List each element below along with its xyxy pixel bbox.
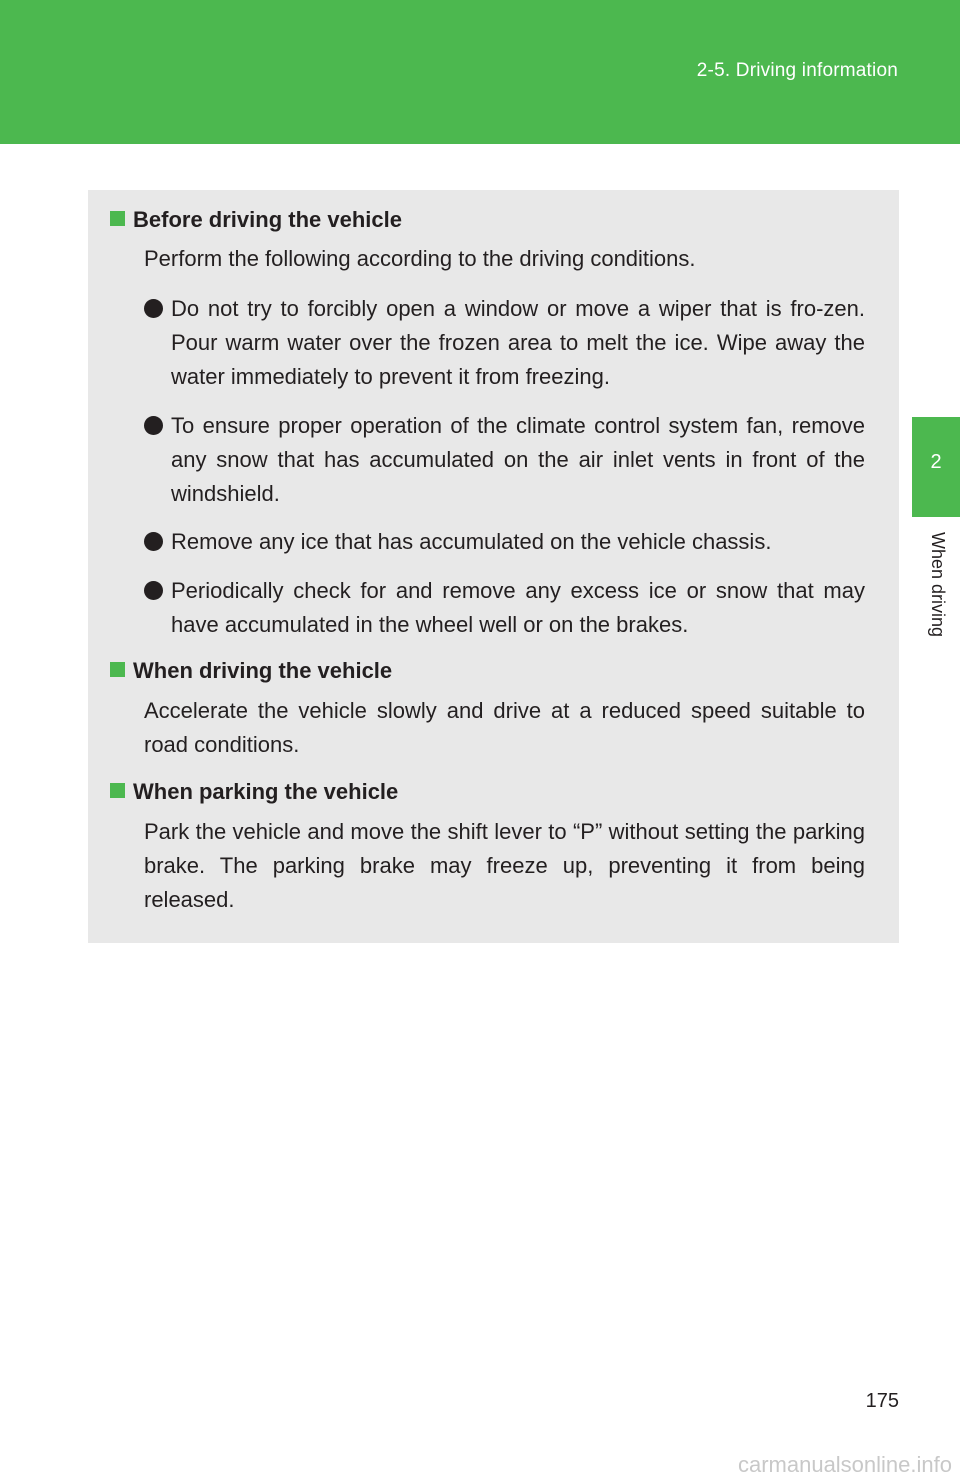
section-heading-before-driving: [110, 207, 402, 233]
chapter-tab: [912, 417, 960, 517]
section-heading-text: Before driving the vehicle: [133, 207, 402, 232]
section-body: Park the vehicle and move the shift lever to “P” without setting the parking brake. The parking brake may freeze up, preventing it from being released.: [144, 819, 865, 912]
bullet-dot-icon: [144, 581, 163, 600]
green-square-icon: [110, 662, 125, 677]
chapter-label-container: [920, 532, 950, 662]
green-square-icon: [110, 211, 125, 226]
bullet-dot-icon: [144, 532, 163, 551]
bullet-item: [144, 525, 865, 559]
bullet-text: To ensure proper operation of the climate control system fan, remove any snow that has accumulated on the air inlet vents in front of the windshield.: [171, 413, 865, 506]
info-box: [88, 190, 899, 943]
chapter-label: When driving: [928, 532, 948, 638]
section-body: Accelerate the vehicle slowly and drive at a reduced speed suitable to road conditions.: [144, 698, 865, 757]
section-heading-text: When parking the vehicle: [133, 779, 399, 804]
bullet-item: [144, 292, 865, 394]
section-heading-text: When driving the vehicle: [133, 658, 393, 683]
bullet-dot-icon: [144, 416, 163, 435]
bullet-dot-icon: [144, 299, 163, 318]
bullet-text: Do not try to forcibly open a window or move a wiper that is fro-zen. Pour warm water over the frozen area to melt the ice. Wipe away the water immediately to prevent it from freezing.: [171, 296, 865, 389]
chapter-number: 2: [930, 451, 942, 473]
bullet-text: Periodically check for and remove any excess ice or snow that may have accumulated in the wheel well or on the brakes.: [171, 578, 865, 637]
section-heading-when-driving: [110, 658, 392, 684]
bullet-text: Remove any ice that has accumulated on the vehicle chassis.: [171, 529, 772, 554]
page-number: 175: [865, 1390, 899, 1412]
bullet-item: [144, 409, 865, 511]
section-title: 2-5. Driving information: [696, 60, 898, 81]
bullet-item: [144, 574, 865, 642]
section-intro: Perform the following according to the driving conditions.: [144, 246, 696, 271]
section-heading-when-parking: [110, 779, 398, 805]
green-square-icon: [110, 783, 125, 798]
watermark: carmanualsonline.info: [737, 1452, 952, 1477]
header-band: [0, 0, 960, 144]
